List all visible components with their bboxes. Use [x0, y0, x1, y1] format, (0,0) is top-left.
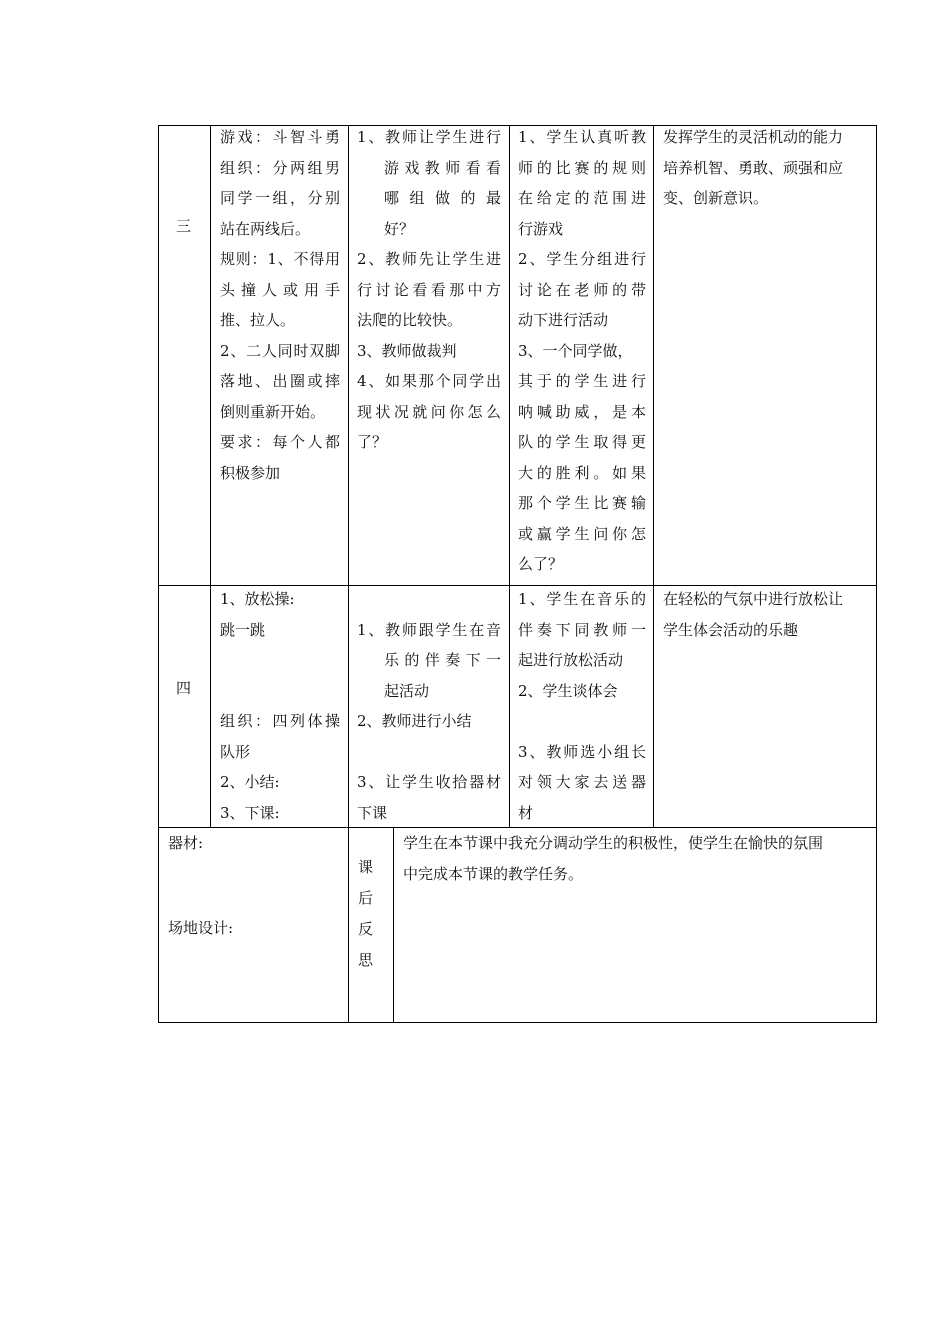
student-line: 2、学生分组进行 — [518, 250, 646, 268]
student-line: 1、学生在音乐的 — [518, 590, 646, 608]
teacher-line: 哪组做的最 — [384, 189, 501, 207]
student-line: 么了？ — [518, 555, 564, 573]
section-number: 三 — [176, 217, 192, 235]
content-line: 2、二人同时双脚 — [220, 341, 340, 360]
content-line: 落地、出圈或摔 — [220, 372, 340, 390]
reflection-text — [403, 828, 869, 889]
purpose-line: 培养机智、勇敢、顽强和应 — [663, 158, 844, 177]
column-divider — [210, 125, 211, 828]
student-activity-cell — [518, 584, 646, 828]
teacher-line — [357, 584, 501, 615]
reflection-line: 学生在本节课中我充分调动学生的积极性，使学生在愉快的氛围 — [403, 834, 824, 852]
student-activity-cell — [518, 122, 646, 580]
student-line: 3、一个同学做， — [518, 341, 633, 360]
content-line: 站在两线后。 — [220, 219, 311, 238]
reflection-label — [358, 852, 388, 976]
student-line: 大的胜利。如果 — [518, 463, 646, 482]
section-number: 四 — [176, 679, 192, 697]
teacher-line: 了？ — [357, 433, 388, 451]
reflection-line: 中完成本节课的教学任务。 — [403, 864, 584, 883]
student-line: 3、教师选小组长 — [518, 742, 646, 761]
purpose-cell — [663, 122, 871, 214]
student-line: 或赢学生问你怎 — [518, 524, 646, 543]
equipment-label: 器材: — [168, 834, 204, 852]
teacher-line: 2、教师进行小结 — [357, 712, 472, 730]
content-line: 3、下课: — [220, 803, 280, 822]
content-line — [220, 645, 340, 676]
content-line: 游戏：斗智斗勇 — [220, 128, 340, 146]
content-line: 组织：四列体操 — [220, 712, 340, 730]
reflection-char: 后 — [358, 889, 374, 907]
student-line: 2、学生谈体会 — [518, 681, 618, 700]
content-line: 同学一组，分别 — [220, 189, 340, 207]
content-line — [220, 676, 340, 707]
content-cell — [220, 584, 340, 828]
teacher-line: 下课 — [357, 803, 388, 822]
reflection-char: 反 — [358, 920, 374, 938]
purpose-line: 学生体会活动的乐趣 — [663, 620, 799, 639]
table-border-right — [876, 125, 877, 1023]
student-line: 对领大家去送器 — [518, 773, 646, 791]
content-line: 推、拉人。 — [220, 311, 296, 329]
content-line: 规则：1、不得用 — [220, 250, 340, 268]
purpose-line: 发挥学生的灵活机动的能力 — [663, 128, 844, 146]
column-divider — [348, 125, 349, 1023]
student-line: 师的比赛的规则 — [518, 158, 646, 177]
teacher-line: 3、教师做裁判 — [357, 341, 457, 360]
purpose-cell — [663, 584, 871, 645]
student-line: 在给定的范围进 — [518, 189, 646, 207]
teacher-line: 现状况就问你怎么 — [357, 402, 501, 421]
teacher-line: 3、让学生收拾器材 — [357, 773, 501, 791]
teacher-activity-cell — [357, 584, 501, 828]
student-line: 呐喊助威，是本 — [518, 402, 646, 421]
content-line: 积极参加 — [220, 463, 281, 482]
content-line: 队形 — [220, 742, 251, 761]
purpose-line: 在轻松的气氛中进行放松让 — [663, 590, 844, 608]
teacher-line: 4、如果那个同学出 — [357, 372, 501, 390]
table-border-bottom — [158, 1022, 877, 1023]
teacher-line: 1、教师让学生进行 — [357, 128, 501, 146]
teacher-line: 好？ — [384, 219, 415, 238]
student-line: 材 — [518, 803, 534, 822]
table-border-left — [158, 125, 159, 1023]
student-line: 那个学生比赛输 — [518, 494, 646, 512]
content-line: 头撞人或用手 — [220, 280, 340, 299]
content-line: 2、小结: — [220, 773, 280, 791]
column-divider — [509, 125, 510, 828]
teacher-line: 乐的伴奏下一 — [384, 651, 501, 669]
teacher-line: 行讨论看看那中方 — [357, 280, 501, 299]
column-divider — [393, 828, 394, 1023]
teacher-activity-cell — [357, 122, 501, 458]
student-line: 讨论在老师的带 — [518, 280, 646, 299]
teacher-line: 起活动 — [384, 681, 430, 700]
reflection-char: 思 — [358, 951, 374, 969]
student-line: 起进行放松活动 — [518, 651, 624, 669]
teacher-line: 1、教师跟学生在音 — [357, 620, 501, 639]
student-line: 伴奏下同教师一 — [518, 620, 646, 639]
teacher-line: 2、教师先让学生进 — [357, 250, 501, 268]
content-line: 组织：分两组男 — [220, 158, 340, 177]
venue-design-label: 场地设计: — [168, 919, 234, 937]
teacher-line — [357, 737, 501, 768]
student-line: 动下进行活动 — [518, 311, 609, 329]
teacher-line: 游戏教师看看 — [384, 158, 501, 177]
content-line: 跳一跳 — [220, 620, 266, 639]
content-cell — [220, 122, 340, 488]
lesson-plan-table — [158, 125, 877, 1023]
reflection-char: 课 — [358, 858, 374, 876]
content-line: 要求：每个人都 — [220, 433, 340, 451]
teacher-line: 法爬的比较快。 — [357, 311, 463, 329]
student-line — [518, 706, 646, 737]
content-line: 倒则重新开始。 — [220, 402, 326, 421]
student-line: 1、学生认真听教 — [518, 128, 646, 146]
content-line: 1、放松操: — [220, 590, 295, 608]
student-line: 队的学生取得更 — [518, 433, 646, 451]
student-line: 行游戏 — [518, 219, 564, 238]
purpose-line: 变、创新意识。 — [663, 189, 769, 207]
column-divider — [653, 125, 654, 828]
student-line: 其于的学生进行 — [518, 372, 646, 390]
